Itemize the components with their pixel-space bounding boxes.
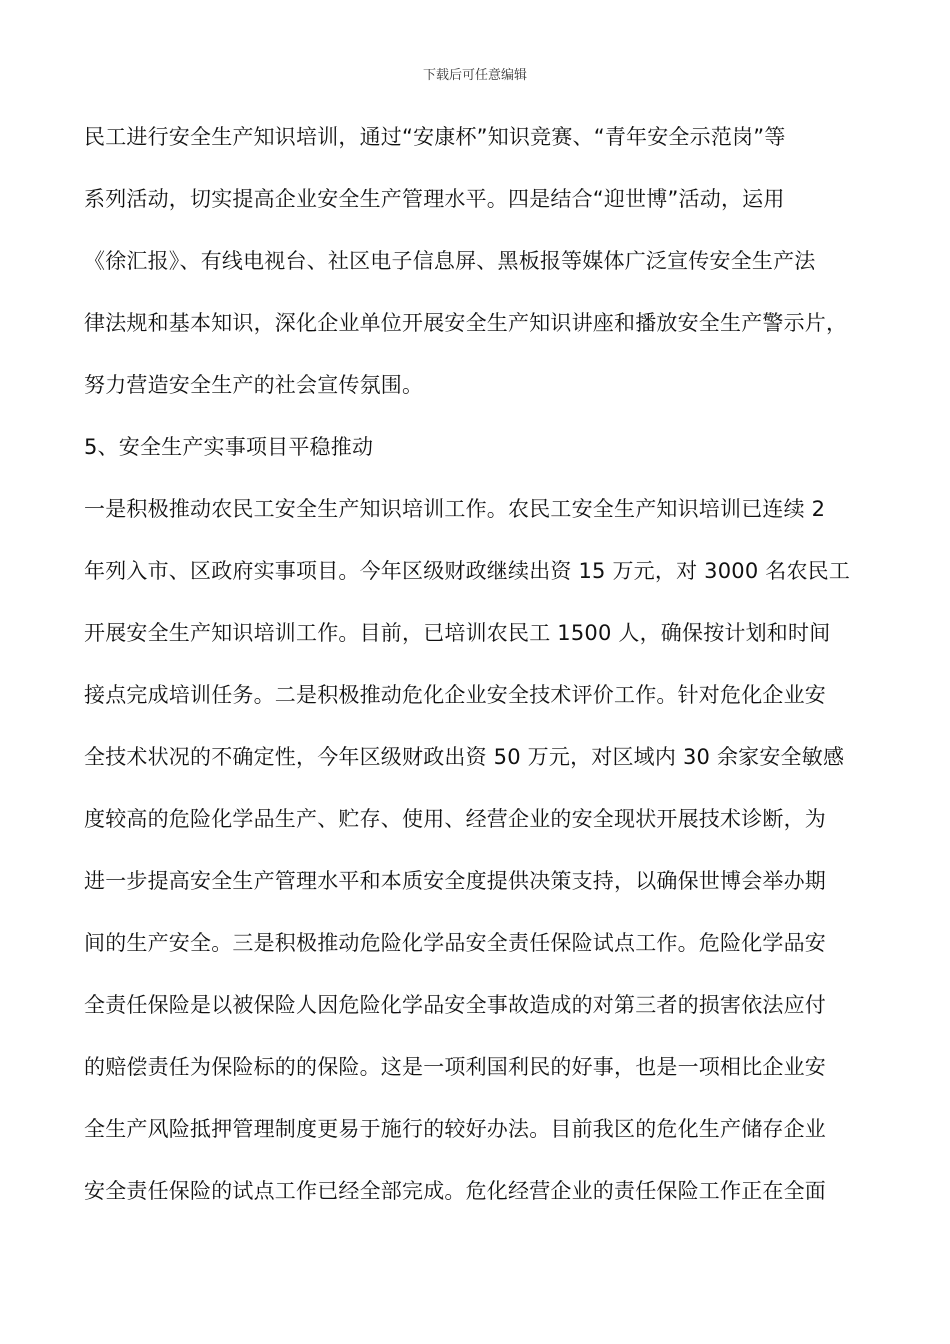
paragraph-line: 民工进行安全生产知识培训，通过“安康杯”知识竞赛、“青年安全示范岗”等 bbox=[84, 125, 786, 149]
paragraph-line: 一是积极推动农民工安全生产知识培训工作。农民工安全生产知识培训已连续 2 bbox=[84, 497, 826, 521]
paragraph-line: 开展安全生产知识培训工作。目前，已培训农民工 1500 人，确保按计划和时间 bbox=[84, 621, 831, 645]
paragraph-line: 进一步提高安全生产管理水平和本质安全度提供决策支持，以确保世博会举办期 bbox=[84, 869, 826, 893]
paragraph-line: 《徐汇报》、有线电视台、社区电子信息屏、黑板报等媒体广泛宣传安全生产法 bbox=[84, 249, 816, 273]
paragraph-line: 年列入市、区政府实事项目。今年区级财政继续出资 15 万元，对 3000 名农民工 bbox=[84, 559, 851, 583]
paragraph-line: 全责任保险是以被保险人因危险化学品安全事故造成的对第三者的损害依法应付 bbox=[84, 993, 826, 1017]
paragraph-line: 接点完成培训任务。二是积极推动危化企业安全技术评价工作。针对危化企业安 bbox=[84, 683, 826, 707]
paragraph-line: 律法规和基本知识，深化企业单位开展安全生产知识讲座和播放安全生产警示片， bbox=[84, 311, 848, 335]
paragraph-line: 全生产风险抵押管理制度更易于施行的较好办法。目前我区的危化生产储存企业 bbox=[84, 1117, 826, 1141]
paragraph-line: 度较高的危险化学品生产、贮存、使用、经营企业的安全现状开展技术诊断，为 bbox=[84, 807, 826, 831]
paragraph-line: 安全责任保险的试点工作已经全部完成。危化经营企业的责任保险工作正在全面 bbox=[84, 1179, 826, 1203]
page-header: 下载后可任意编辑 bbox=[422, 68, 527, 83]
section-heading: 5、安全生产实事项目平稳推动 bbox=[84, 435, 374, 459]
paragraph-line: 的赔偿责任为保险标的的保险。这是一项利国利民的好事，也是一项相比企业安 bbox=[84, 1055, 826, 1079]
paragraph-line: 间的生产安全。三是积极推动危险化学品安全责任保险试点工作。危险化学品安 bbox=[84, 931, 826, 955]
paragraph-line: 努力营造安全生产的社会宣传氛围。 bbox=[84, 373, 424, 397]
paragraph-line: 系列活动，切实提高企业安全生产管理水平。四是结合“迎世博”活动，运用 bbox=[84, 187, 785, 211]
paragraph-line: 全技术状况的不确定性，今年区级财政出资 50 万元，对区域内 30 余家安全敏感 bbox=[84, 745, 845, 769]
document-body bbox=[84, 112, 884, 1228]
